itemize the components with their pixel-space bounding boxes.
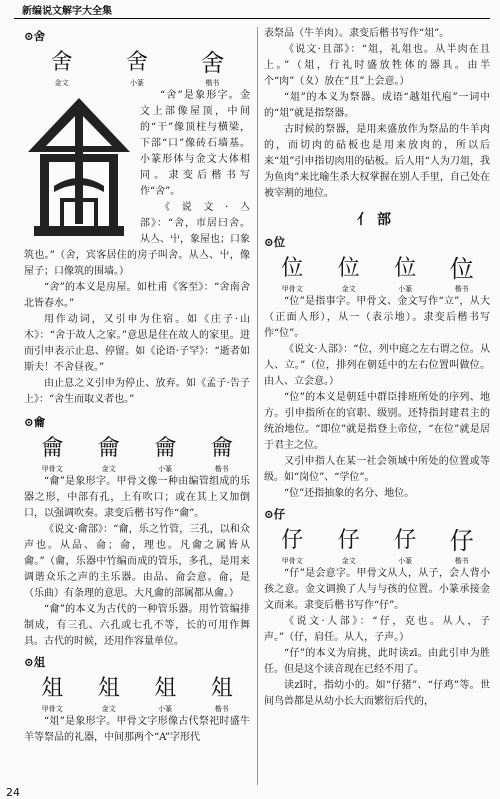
paragraph: 古时候的祭器，是用来盛放作为祭品的牛羊肉的，而切肉的砧板也是用来放肉的，所以后来“俎”引申指切肉用的砧板。后人用“人为刀俎，我为鱼肉”来比喻生杀大权掌握在别人手里，自己处在被宰割的地位。	[264, 124, 490, 199]
glyph-label: 甲骨文	[41, 705, 63, 713]
glyph-label: 金文	[101, 465, 116, 473]
glyph: 位	[449, 255, 474, 283]
glyph-form	[36, 48, 88, 88]
glyph: 仔	[281, 528, 304, 553]
paragraph: 表祭品（牛羊肉）。隶变后楷书写作“俎”。	[264, 28, 450, 39]
glyph: 俎	[154, 676, 177, 701]
glyph-label: 小篆	[398, 557, 413, 565]
glyph: 舍	[125, 50, 148, 75]
entry-title-yue: ⊙龠	[24, 415, 46, 429]
glyph-label: 小篆	[158, 705, 173, 713]
glyph: 仔	[394, 528, 417, 553]
left-column	[24, 26, 250, 746]
right-column	[264, 26, 490, 710]
glyph-form	[379, 526, 431, 566]
paragraph: 《说文·人部》：“位，列中庭之左右谓之位。从人、立。”（位，排列在朝廷中的左右位置叫做位。由人、立会意。）	[264, 344, 490, 387]
paragraph: 《说文·人部》：“仔，克也。从人，子声。”（仔，肩任。从人，子声。）	[264, 616, 490, 643]
glyph: 舍	[50, 50, 73, 75]
section-title: 亻部	[357, 212, 397, 228]
paragraph: “位”是指事字。甲骨文、金文写作“立”，从大（正面人形），从一（表示地）。隶变后楷书写作“位”。	[264, 296, 490, 339]
paragraph: “舍”的本义是房屋。如杜甫《客至》：“舍南舍北皆春水。”	[24, 282, 250, 309]
glyph-form	[196, 674, 248, 714]
glyph-label: 楷书	[205, 79, 220, 87]
glyph: 位	[281, 256, 304, 281]
glyph-label: 金文	[54, 79, 69, 87]
column-divider	[257, 27, 258, 785]
glyph-form	[323, 254, 375, 294]
entry-title-wei: ⊙位	[264, 235, 286, 249]
glyph: 龠	[97, 436, 120, 461]
paragraph: “位”的本义是朝廷中群臣排班所处的序列、地方。引申指所在的官职、级别。还特指封建君主的统治地位。“即位”就是指登上帝位，“在位”就是居于君主之位。	[264, 392, 490, 451]
glyph-label: 小篆	[158, 465, 173, 473]
glyph-label: 金文	[341, 557, 356, 565]
glyph-form	[436, 254, 488, 294]
glyph-form	[266, 526, 318, 566]
glyph: 舍	[200, 49, 225, 77]
paragraph: 读zǐ时，指幼小的。如“仔猪”、“仔鸡”等。世间鸟兽都是从幼小长大而繁衍后代的，	[264, 680, 490, 707]
glyph-form	[26, 434, 78, 474]
entry-title-she: ⊙舍	[24, 29, 46, 43]
glyph-form	[139, 674, 191, 714]
house-illustration	[24, 90, 134, 240]
glyph: 仔	[449, 527, 474, 555]
glyph-label: 楷书	[214, 465, 229, 473]
glyph: 龠	[41, 436, 64, 461]
glyph-label: 小篆	[398, 285, 413, 293]
page-number: 24	[6, 786, 20, 799]
glyph-form	[266, 254, 318, 294]
glyph-label: 金文	[101, 705, 116, 713]
paragraph: 《说文·且部》：“俎，礼俎也。从半肉在且上。”（俎，行礼时盛放牲体的器具。由半个“肉”（夊）放在“且”上会意。）	[264, 44, 490, 87]
paragraph: 《说文·龠部》：“龠，乐之竹管，三孔，以和众声也。从品、侖；侖，理也。凡龠之属皆从龠。”（龠，乐器中竹编而成的管乐，多孔，是用来调谐众乐之声的主乐器。由品、侖会意。侖，是（乐曲）有条理的意思。大凡龠的部属都从龠。）	[24, 524, 250, 599]
glyph: 俎	[210, 676, 233, 701]
paragraph: “位”还指抽象的名分、地位。	[284, 488, 415, 499]
header-rule	[14, 18, 490, 19]
glyph: 龠	[210, 436, 233, 461]
glyph-label: 楷书	[214, 705, 229, 713]
glyph-forms-she	[24, 48, 250, 88]
glyph: 位	[394, 256, 417, 281]
glyph-forms-wei	[264, 254, 490, 294]
glyph-form	[379, 254, 431, 294]
paragraph: “龠”的本义为古代的一种管乐器。用竹管编排制成，有三孔、六孔或七孔不等，长的可用作舞具。古代的时候，还用作容量单位。	[24, 604, 250, 647]
glyph-form	[83, 674, 135, 714]
glyph-forms-zu	[24, 674, 250, 714]
glyph-form	[139, 434, 191, 474]
glyph-label: 甲骨文	[281, 285, 303, 293]
glyph-form	[83, 434, 135, 474]
glyph-label: 楷书	[454, 557, 469, 565]
glyph: 位	[337, 256, 360, 281]
paragraph: “龠”是象形字。甲骨文像一种由编管组成的乐器之形，中部有孔，上有吹口；或在其上又加倒口，以强调吹奏。隶变后楷书写作“龠”。	[24, 476, 250, 519]
paragraph: “舍”是象形字。金文上部像屋顶，中间的“干”像顶柱与横梁，下部“口”像砖石墙基。小篆形体与金文大体相同。隶变后楷书写作“舍”。	[140, 90, 250, 197]
entry-title-zu: ⊙俎	[24, 655, 46, 669]
glyph-form	[436, 526, 488, 566]
glyph-label: 甲骨文	[41, 465, 63, 473]
paragraph: 用作动词，又引申为住宿。如《庄子·山木》：“舍于故人之家。”意思是住在故人的家里。进而引申表示止息、停留。如《论语·子罕》：“逝者如斯夫！不舍昼夜。”	[24, 314, 250, 373]
running-header: 新编说文解字大全集	[22, 6, 112, 17]
glyph-form	[111, 48, 163, 88]
paragraph: 又引申指人在某一社会领域中所处的位置或等级。如“岗位”、“学位”。	[264, 456, 490, 483]
paragraph: “仔”的本义为肩挑，此时读zī。由此引申为胜任。但是这个读音现在已经不用了。	[264, 648, 490, 675]
glyph-label: 小篆	[129, 79, 144, 87]
glyph-form	[323, 526, 375, 566]
glyph: 俎	[41, 676, 64, 701]
glyph-label: 楷书	[454, 285, 469, 293]
paragraph: “仔”是会意字。甲骨文从人，从子，会人背小孩之意。金文调换了人与与孩的位置。小篆承接金文而来。隶变后楷书写作“仔”。	[264, 568, 490, 611]
glyph-form	[26, 674, 78, 714]
paragraph: “俎”的本义为祭器。成语“越俎代庖”一词中的“俎”就是指祭器。	[264, 92, 490, 119]
glyph-form	[186, 48, 238, 88]
glyph: 仔	[337, 528, 360, 553]
glyph: 俎	[97, 676, 120, 701]
glyph-form	[196, 434, 248, 474]
glyph: 龠	[154, 436, 177, 461]
entry-title-zi: ⊙仔	[264, 507, 286, 521]
paragraph: 由止息之义引申为停止、放弃。如《孟子·告子上》：“舍生而取义者也。”	[24, 378, 250, 405]
paragraph: “俎”是象形字。甲骨文字形像古代祭祀时盛牛羊等祭品的礼器，中间那两个“A”字形代	[24, 716, 250, 743]
glyph-forms-zi	[264, 526, 490, 566]
glyph-label: 甲骨文	[281, 557, 303, 565]
glyph-forms-yue	[24, 434, 250, 474]
paragraph: 《说文·亼部》：“舍，市居曰舍。从亼、屮，象屋也；口象筑也。”（舍，宾客居住的房子叫舍。从亼、屮，像屋子；口像筑的围墙。）	[24, 202, 250, 277]
glyph-label: 金文	[341, 285, 356, 293]
